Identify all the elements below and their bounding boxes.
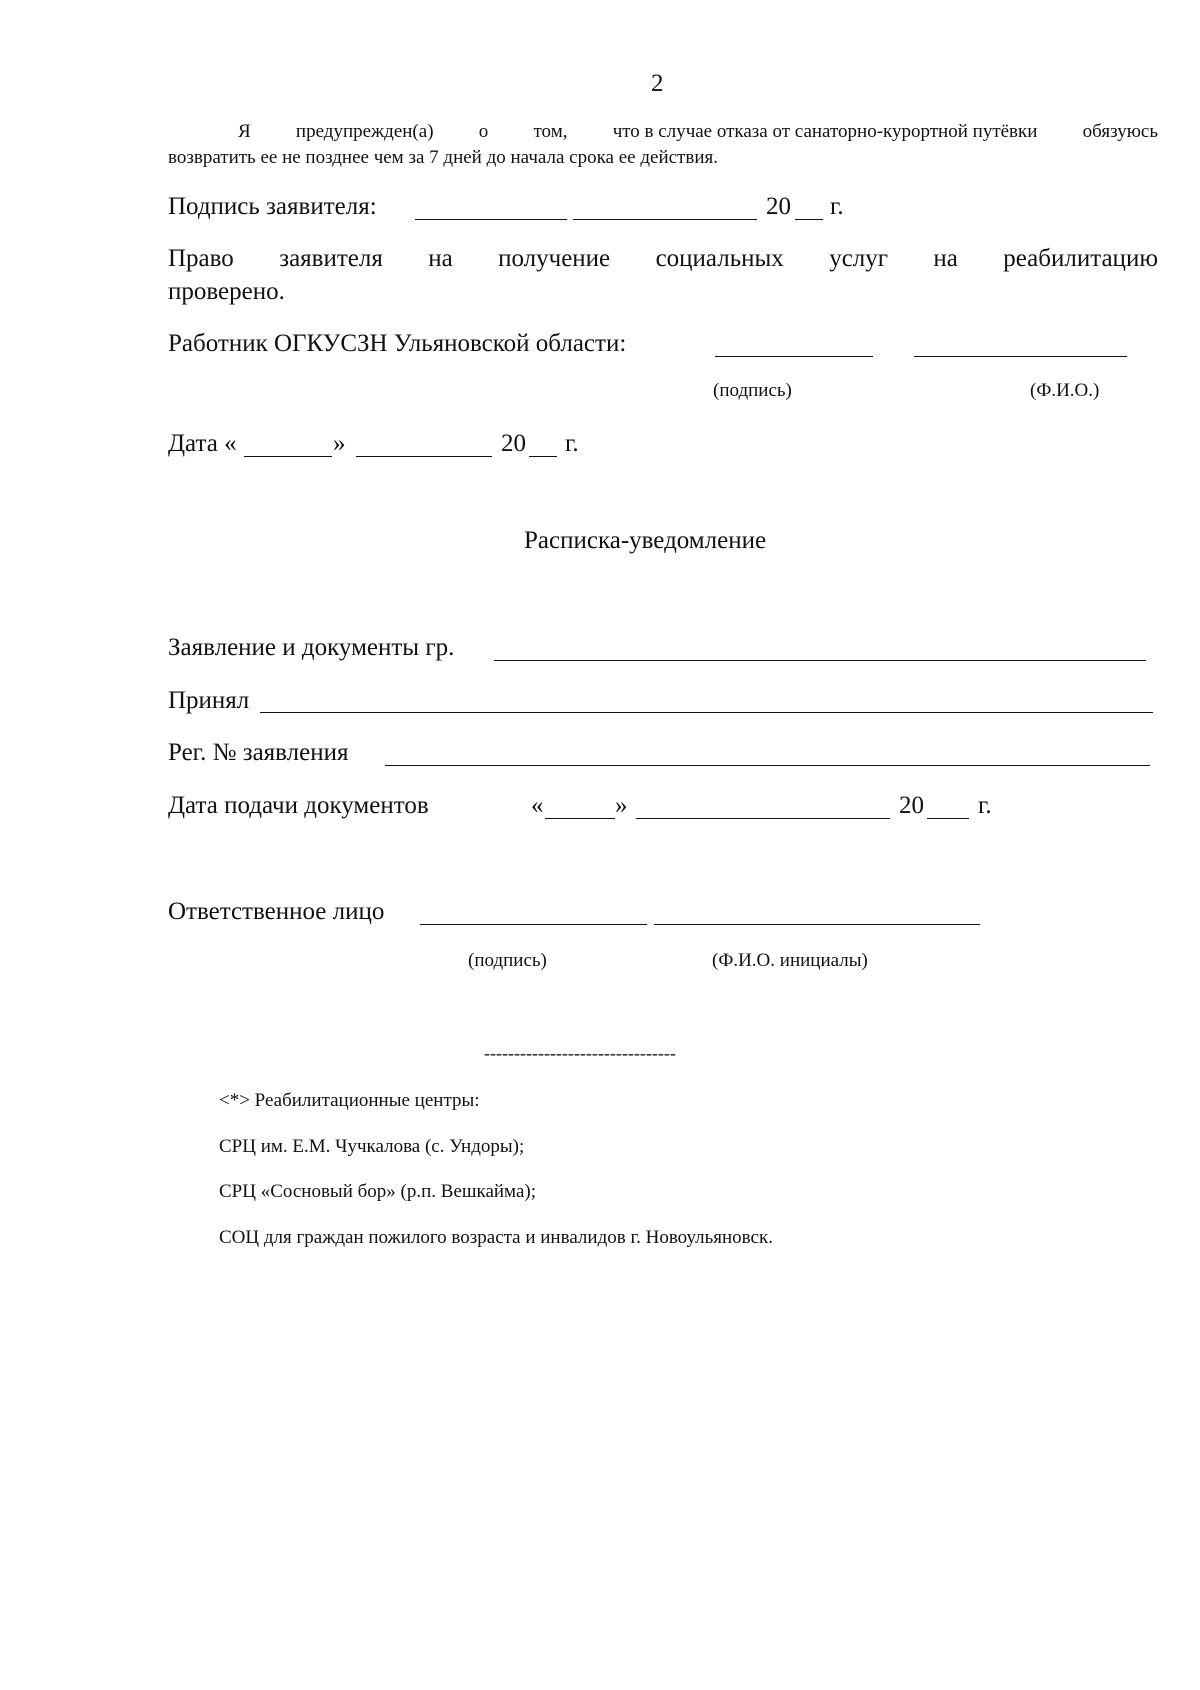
warning-word: о: [478, 121, 489, 142]
footnote-item: СОЦ для граждан пожилого возраста и инвалидов г. Новоульяновск.: [219, 1227, 773, 1248]
submit-month-blank[interactable]: [636, 818, 890, 819]
date-label: Дата «: [168, 430, 237, 457]
applicant-signature-label: Подпись заявителя:: [168, 193, 377, 220]
year-prefix: 20: [766, 193, 791, 220]
responsible-signature-blank[interactable]: [420, 924, 647, 925]
submit-year-blank[interactable]: [927, 818, 969, 819]
right-word: Право: [168, 245, 234, 272]
right-word: социальных: [655, 245, 784, 272]
worker-signature-caption: (подпись): [713, 380, 792, 401]
warning-word: Я: [238, 121, 251, 142]
accepted-label: Принял: [168, 687, 250, 714]
footnote-item: СРЦ «Сосновый бор» (р.п. Вешкайма);: [219, 1181, 536, 1202]
right-word: реабилитацию: [1003, 245, 1158, 272]
footnote-item: СРЦ им. Е.М. Чучкалова (с. Ундоры);: [219, 1136, 525, 1157]
documents-label: Заявление и документы гр.: [168, 634, 455, 661]
warning-word: что в случае отказа от санаторно-курортной путёвки: [612, 121, 1038, 142]
date-year-blank[interactable]: [529, 456, 557, 457]
date-blank[interactable]: [573, 219, 757, 220]
reg-blank[interactable]: [385, 765, 1150, 766]
worker-label: Работник ОГКУСЗН Ульяновской области:: [168, 330, 627, 357]
year-suffix: г.: [830, 193, 844, 220]
worker-name-blank[interactable]: [914, 356, 1127, 357]
worker-name-caption: (Ф.И.О.): [1030, 380, 1100, 401]
right-word: заявителя: [279, 245, 383, 272]
warning-word: том,: [533, 121, 568, 142]
responsible-label: Ответственное лицо: [168, 898, 385, 925]
worker-signature-blank[interactable]: [715, 356, 873, 357]
submit-close-quote: »: [615, 792, 628, 819]
responsible-signature-caption: (подпись): [468, 950, 547, 971]
submit-year-prefix: 20: [899, 792, 924, 819]
submit-open-quote: «: [531, 792, 544, 819]
receipt-title: Расписка-уведомление: [524, 527, 767, 554]
date-year-prefix: 20: [501, 430, 526, 457]
footnote-heading: <*> Реабилитационные центры:: [219, 1090, 480, 1111]
signature-blank[interactable]: [415, 219, 567, 220]
documents-blank[interactable]: [494, 660, 1146, 661]
responsible-name-caption: (Ф.И.О. инициалы): [712, 950, 868, 971]
year-blank[interactable]: [795, 219, 823, 220]
warning-line-1: [168, 121, 1158, 143]
warning-line-2: возвратить ее не позднее чем за 7 дней до начала срока ее действия.: [168, 147, 718, 168]
page-number: 2: [651, 70, 664, 97]
right-word: на: [428, 245, 453, 272]
right-checked-line-2: проверено.: [168, 278, 285, 305]
right-word: получение: [498, 245, 611, 272]
right-checked-line-1: [168, 245, 1158, 273]
submit-day-blank[interactable]: [545, 818, 615, 819]
warning-word: предупрежден(а): [295, 121, 434, 142]
date-year-suffix: г.: [565, 430, 579, 457]
reg-label: Рег. № заявления: [168, 739, 349, 766]
month-blank[interactable]: [356, 456, 492, 457]
submit-year-suffix: г.: [978, 792, 992, 819]
accepted-blank[interactable]: [260, 712, 1153, 713]
warning-word: обязуюсь: [1082, 121, 1158, 142]
footnote-separator: --------------------------------: [484, 1043, 676, 1063]
right-word: услуг: [829, 245, 889, 272]
responsible-name-blank[interactable]: [654, 924, 980, 925]
date-close-quote: »: [333, 430, 346, 457]
submit-date-label: Дата подачи документов: [168, 792, 429, 819]
right-word: на: [933, 245, 958, 272]
day-blank[interactable]: [244, 456, 332, 457]
